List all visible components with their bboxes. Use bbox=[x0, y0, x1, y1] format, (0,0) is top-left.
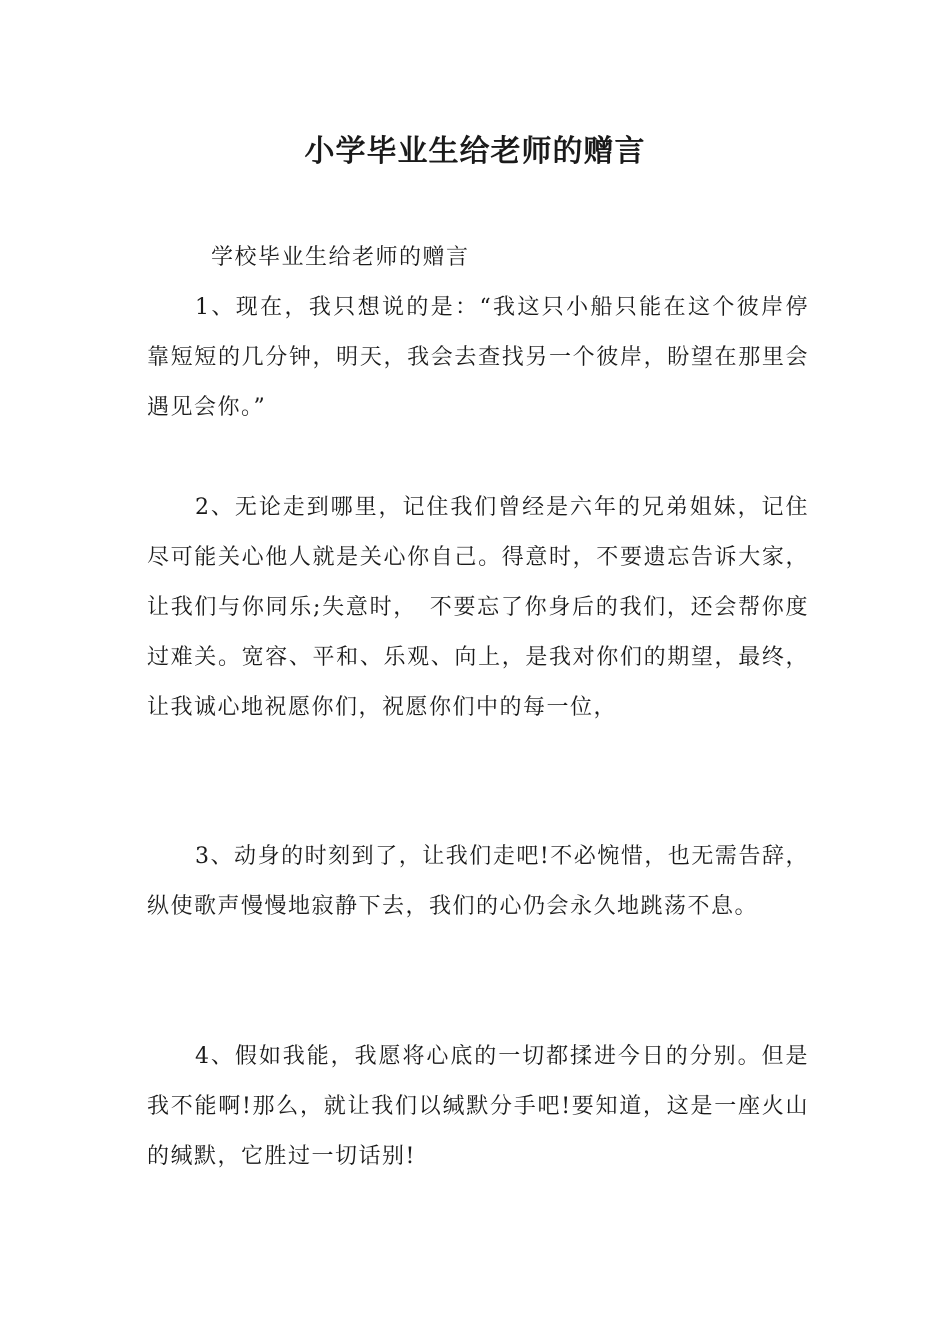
paragraph-4: 4、假如我能，我愿将心底的一切都揉进今日的分别。但是我不能啊!那么，就让我们以缄默分手吧!要知道，这是一座火山的缄默，它胜过一切话别! bbox=[147, 1044, 809, 1169]
paragraph-1: 1、现在，我只想说的是：“我这只小船只能在这个彼岸停靠短短的几分钟，明天，我会去查找另一个彼岸，盼望在那里会遇见会你。” bbox=[147, 295, 809, 420]
document-subtitle: 学校毕业生给老师的赠言 bbox=[211, 245, 470, 270]
paragraph-2: 2、无论走到哪里，记住我们曾经是六年的兄弟姐妹，记住尽可能关心他人就是关心你自己。得意时，不要遗忘告诉大家，让我们与你同乐;失意时， 不要忘了你身后的我们，还会帮你度过难关。宽容、平和、乐观、向上，是我对你们的期望，最终，让我诚心地祝愿你们，祝愿你们中的每一位， bbox=[147, 495, 809, 720]
paragraph-3: 3、动身的时刻到了，让我们走吧!不必惋惜，也无需告辞，纵使歌声慢慢地寂静下去，我们的心仍会永久地跳荡不息。 bbox=[147, 844, 809, 919]
document-title: 小学毕业生给老师的赠言 bbox=[304, 134, 646, 169]
